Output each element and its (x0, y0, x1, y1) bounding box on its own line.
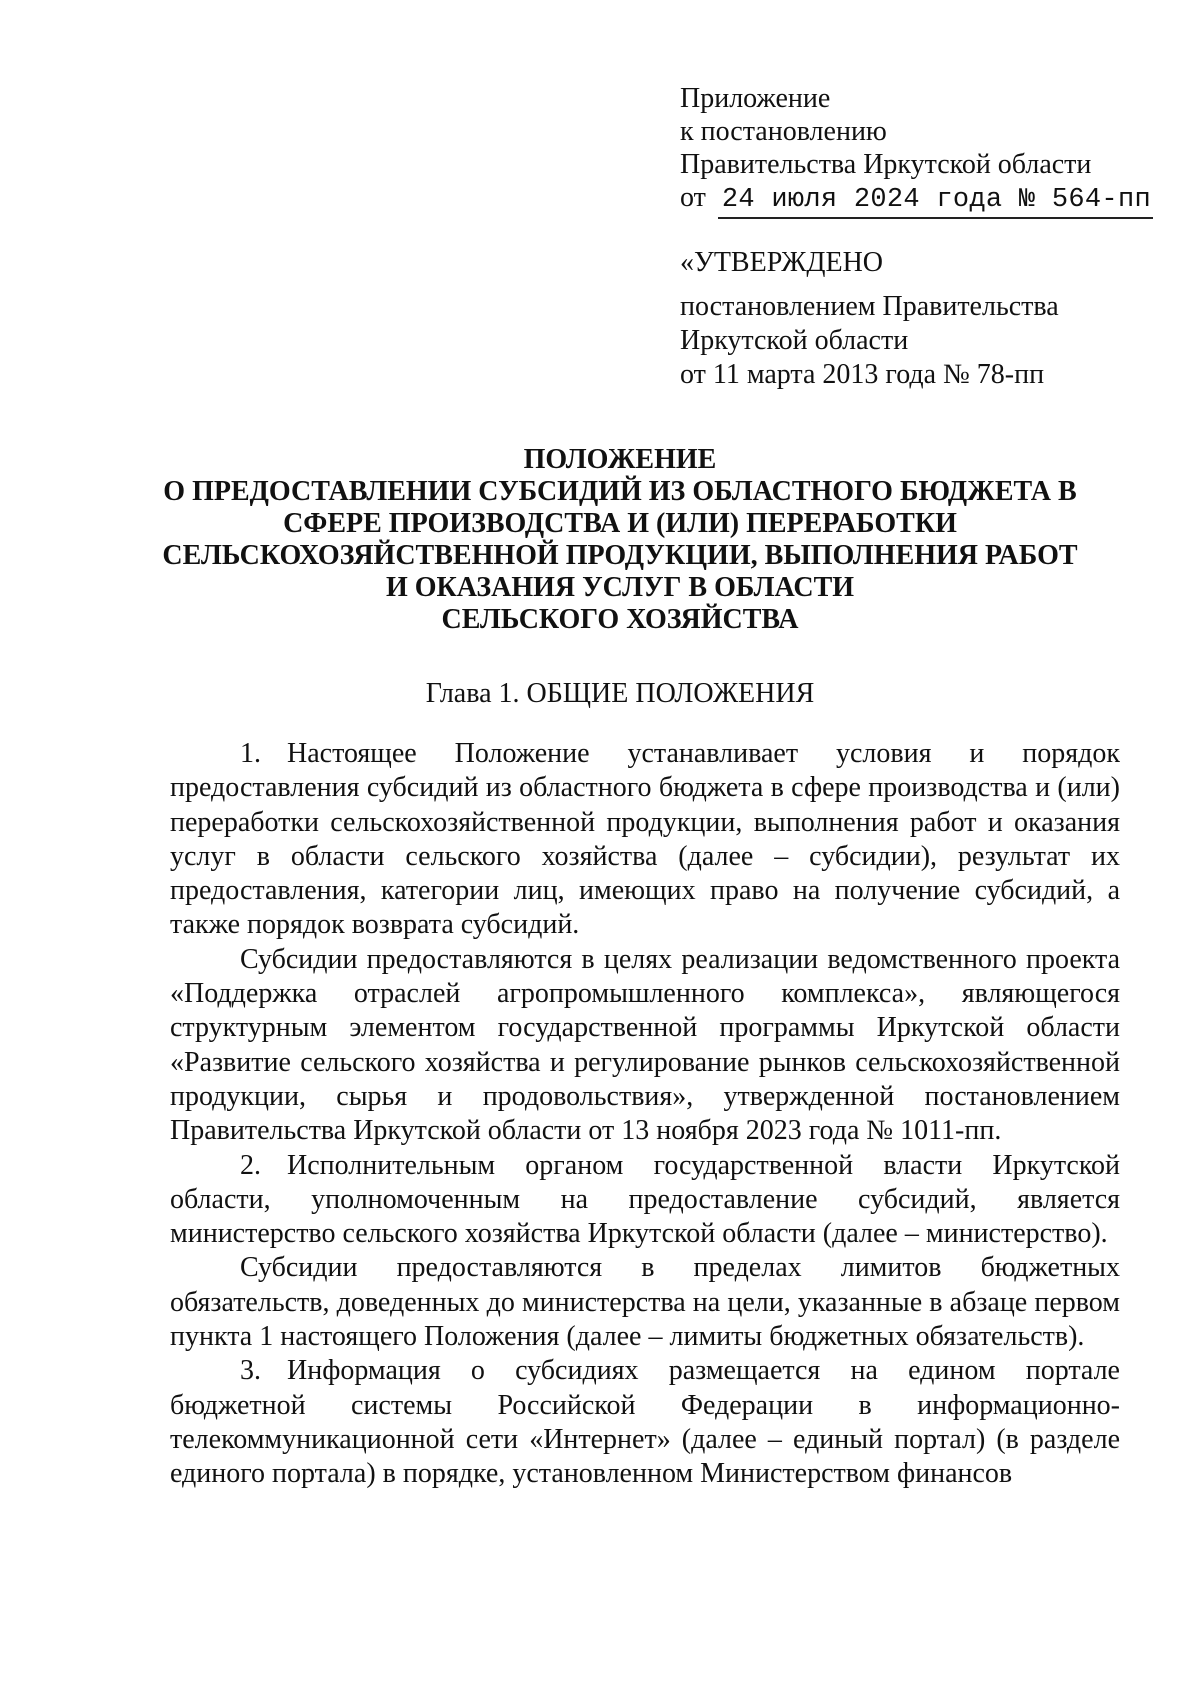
appendix-block (680, 82, 1151, 219)
document-body (170, 737, 1120, 1492)
approval-heading: «УТВЕРЖДЕНО (680, 247, 884, 278)
appendix-line-1: Приложение (680, 83, 831, 114)
title-line-3: СФЕРЕ ПРОИЗВОДСТВА И (ИЛИ) ПЕРЕРАБОТКИ (283, 508, 957, 539)
title-line-2: О ПРЕДОСТАВЛЕНИИ СУБСИДИЙ ИЗ ОБЛАСТНОГО БЮДЖЕТА В (163, 476, 1077, 507)
paragraph-text: Настоящее Положение устанавливает условия и порядок предоставления субсидий из областного бюджета в сфере производства и (или) переработки сельскохозяйственной продукции, выполнения работ и оказания услуг в области сельского хозяйства (далее – субсидии), результат их предоставления, категории лиц, имеющих право на получение субсидий, а также порядок возврата субсидий. (170, 738, 1120, 941)
paragraph-number: 3. (240, 1355, 261, 1387)
paragraph (170, 1149, 1120, 1252)
appendix-date-value: 24 июля 2024 года № 564-пп (718, 184, 1153, 219)
title-line-5: И ОКАЗАНИЯ УСЛУГ В ОБЛАСТИ (385, 572, 855, 603)
title-line-1: ПОЛОЖЕНИЕ (523, 444, 717, 475)
paragraph (170, 1354, 1120, 1491)
document-title (120, 444, 1120, 636)
appendix-line-3: Правительства Иркутской области (680, 149, 1092, 180)
approval-line-1: постановлением Правительства (680, 291, 1059, 322)
appendix-line-2: к постановлению (680, 116, 887, 147)
title-line-6: СЕЛЬСКОГО ХОЗЯЙСТВА (441, 604, 799, 635)
paragraph-text: Субсидии предоставляются в пределах лимитов бюджетных обязательств, доведенных до министерства на цели, указанные в абзаце первом пункта 1 настоящего Положения (далее – лимиты бюджетных обязательств). (170, 1252, 1120, 1353)
approval-line-2: Иркутской области (680, 325, 909, 356)
title-line-4: СЕЛЬСКОХОЗЯЙСТВЕННОЙ ПРОДУКЦИИ, ВЫПОЛНЕНИЯ РАБОТ (162, 540, 1078, 571)
paragraph (170, 1251, 1120, 1354)
paragraph-text: Информация о субсидиях размещается на едином портале бюджетной системы Российской Федерации в информационно-телекоммуникационной сети «Интернет» (далее – единый портал) (в разделе единого портала) в порядке, установленном Министерством финансов (170, 1355, 1120, 1490)
approval-block (680, 246, 1120, 392)
appendix-date-prefix: от (680, 182, 706, 213)
paragraph (170, 943, 1120, 1149)
paragraph-text: Исполнительным органом государственной власти Иркутской области, уполномоченным на предоставление субсидий, является министерство сельского хозяйства Иркутской области (далее – министерство). (170, 1149, 1120, 1250)
appendix-date-line (680, 181, 1151, 219)
paragraph-text: Субсидии предоставляются в целях реализации ведомственного проекта «Поддержка отраслей агропромышленного комплекса», являющегося структурным элементом государственной программы Иркутской области «Развитие сельского хозяйства и регулирование рынков сельскохозяйственной продукции, сырья и продовольствия», утвержденной постановлением Правительства Иркутской области от 13 ноября 2023 года № 1011-пп. (170, 943, 1120, 1147)
paragraph-number: 1. (240, 738, 261, 769)
paragraph (170, 737, 1120, 943)
paragraph-number: 2. (240, 1149, 261, 1181)
chapter-heading: Глава 1. ОБЩИЕ ПОЛОЖЕНИЯ (425, 678, 815, 709)
approval-line-3: от 11 марта 2013 года № 78-пп (680, 359, 1045, 390)
